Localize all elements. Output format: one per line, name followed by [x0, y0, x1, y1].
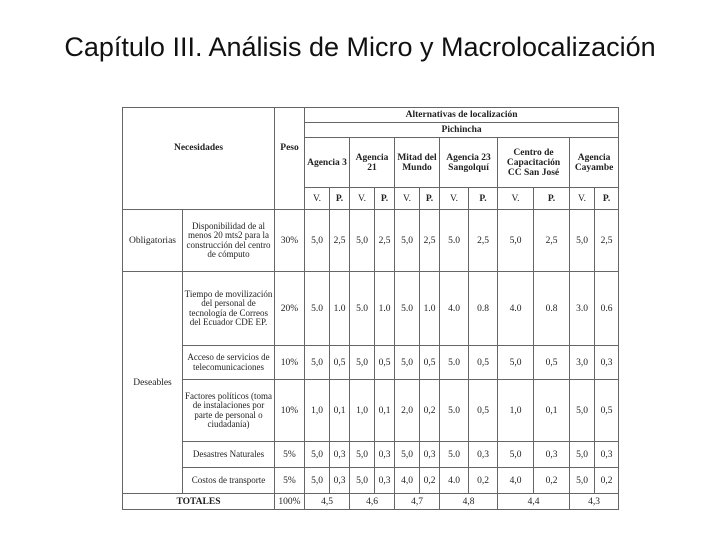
- header-blank: [123, 188, 275, 210]
- totals-row: [123, 494, 619, 510]
- value-cell: 5,0: [305, 468, 330, 494]
- sub-v: V.: [570, 188, 595, 210]
- table-row: [123, 380, 619, 442]
- header-provincia: Pichincha: [305, 123, 619, 138]
- table-row: [123, 210, 619, 272]
- value-cell: 0,3: [420, 442, 440, 468]
- value-cell: 5,0: [395, 346, 420, 380]
- value-cell: 0,2: [595, 468, 619, 494]
- sub-p: P.: [534, 188, 570, 210]
- value-cell: 0,5: [595, 380, 619, 442]
- value-cell: 2,5: [420, 210, 440, 272]
- value-cell: 2,0: [395, 380, 420, 442]
- value-cell: 5,0: [570, 210, 595, 272]
- value-cell: 1.0: [330, 272, 350, 346]
- alt-header: Agencia 3: [305, 138, 350, 188]
- value-cell: 5.0: [395, 272, 420, 346]
- value-cell: 5,0: [570, 380, 595, 442]
- value-cell: 4,0: [498, 468, 534, 494]
- value-cell: 5,0: [570, 442, 595, 468]
- value-cell: 0,1: [375, 380, 395, 442]
- value-cell: 5,0: [498, 346, 534, 380]
- total-cell: 4,5: [305, 494, 350, 510]
- value-cell: 1.0: [420, 272, 440, 346]
- sub-v: V.: [498, 188, 534, 210]
- value-cell: 0,5: [469, 346, 498, 380]
- value-cell: 1,0: [305, 380, 330, 442]
- necesidad-cell: Acceso de servicios de telecomunicaciones: [183, 346, 275, 380]
- value-cell: 4.0: [498, 272, 534, 346]
- value-cell: 0,5: [420, 346, 440, 380]
- peso-cell: 5%: [275, 442, 305, 468]
- value-cell: 0,3: [375, 468, 395, 494]
- slide-title: Capítulo III. Análisis de Micro y Macrolocalización: [64, 32, 656, 62]
- sub-p: P.: [375, 188, 395, 210]
- value-cell: 0,1: [534, 380, 570, 442]
- value-cell: 0,3: [595, 346, 619, 380]
- value-cell: 5,0: [395, 442, 420, 468]
- value-cell: 5,0: [305, 442, 330, 468]
- value-cell: 0,3: [330, 468, 350, 494]
- header-row-1: [123, 108, 619, 123]
- peso-cell: 20%: [275, 272, 305, 346]
- value-cell: 5.0: [440, 346, 469, 380]
- value-cell: 5,0: [305, 346, 330, 380]
- sub-v: V.: [305, 188, 330, 210]
- value-cell: 5.0: [440, 442, 469, 468]
- table-row: [123, 442, 619, 468]
- value-cell: 3.0: [570, 272, 595, 346]
- header-blank: [275, 188, 305, 210]
- total-cell: 4,3: [570, 494, 619, 510]
- table-row: [123, 272, 619, 346]
- peso-cell: 10%: [275, 346, 305, 380]
- value-cell: 5,0: [395, 210, 420, 272]
- alt-header: Centro de Capacitación CC San José: [498, 138, 570, 188]
- sub-p: P.: [595, 188, 619, 210]
- value-cell: 0,1: [330, 380, 350, 442]
- total-cell: 4,4: [498, 494, 570, 510]
- alt-header: Mitad del Mundo: [395, 138, 440, 188]
- totals-peso: 100%: [275, 494, 305, 510]
- alt-header: Agencia 21: [350, 138, 395, 188]
- value-cell: 5.0: [440, 210, 469, 272]
- value-cell: 0,2: [534, 468, 570, 494]
- value-cell: 0,3: [534, 442, 570, 468]
- necesidad-cell: Costos de transporte: [183, 468, 275, 494]
- value-cell: 0,3: [375, 442, 395, 468]
- value-cell: 1,0: [498, 380, 534, 442]
- value-cell: 5.0: [440, 380, 469, 442]
- value-cell: 0,5: [375, 346, 395, 380]
- value-cell: 4.0: [440, 468, 469, 494]
- necesidad-cell: Desastres Naturales: [183, 442, 275, 468]
- value-cell: 0.8: [534, 272, 570, 346]
- value-cell: 0,2: [469, 468, 498, 494]
- value-cell: 2,5: [469, 210, 498, 272]
- value-cell: 0,2: [420, 380, 440, 442]
- value-cell: 0,3: [330, 442, 350, 468]
- necesidad-cell: Tiempo de movilización del personal de tecnología de Correos del Ecuador CDE EP.: [183, 272, 275, 346]
- value-cell: 5,0: [350, 468, 375, 494]
- totals-label: TOTALES: [123, 494, 275, 510]
- total-cell: 4,7: [395, 494, 440, 510]
- alt-header: Agencia 23 Sangolquí: [440, 138, 498, 188]
- value-cell: 2,5: [534, 210, 570, 272]
- value-cell: 3,0: [570, 346, 595, 380]
- header-necesidades: Necesidades: [123, 108, 275, 188]
- sub-v: V.: [440, 188, 469, 210]
- sub-p: P.: [330, 188, 350, 210]
- header-peso: Peso: [275, 108, 305, 188]
- sub-p: P.: [420, 188, 440, 210]
- value-cell: 4,0: [395, 468, 420, 494]
- value-cell: 0,5: [469, 380, 498, 442]
- value-cell: 1,0: [350, 380, 375, 442]
- value-cell: 0.8: [469, 272, 498, 346]
- value-cell: 5,0: [350, 346, 375, 380]
- table-row: [123, 468, 619, 494]
- value-cell: 0.6: [595, 272, 619, 346]
- value-cell: 0,3: [595, 442, 619, 468]
- value-cell: 2,5: [595, 210, 619, 272]
- value-cell: 1.0: [375, 272, 395, 346]
- value-cell: 0,5: [330, 346, 350, 380]
- localization-matrix-table: [122, 107, 619, 510]
- peso-cell: 5%: [275, 468, 305, 494]
- sub-p: P.: [469, 188, 498, 210]
- group-label: Obligatorias: [123, 210, 183, 272]
- value-cell: 5.0: [305, 272, 330, 346]
- group-label: Deseables: [123, 272, 183, 494]
- total-cell: 4,6: [350, 494, 395, 510]
- table-row: [123, 346, 619, 380]
- peso-cell: 10%: [275, 380, 305, 442]
- value-cell: 5,0: [350, 442, 375, 468]
- value-cell: 0,5: [534, 346, 570, 380]
- header-row-4: [123, 188, 619, 210]
- necesidad-cell: Disponibilidad de al menos 20 mts2 para la construcción del centro de cómputo: [183, 210, 275, 272]
- sub-v: V.: [395, 188, 420, 210]
- sub-v: V.: [350, 188, 375, 210]
- peso-cell: 30%: [275, 210, 305, 272]
- value-cell: 5,0: [498, 442, 534, 468]
- value-cell: 2,5: [375, 210, 395, 272]
- total-cell: 4,8: [440, 494, 498, 510]
- value-cell: 5.0: [350, 272, 375, 346]
- value-cell: 5,0: [305, 210, 330, 272]
- value-cell: 0,2: [420, 468, 440, 494]
- value-cell: 4.0: [440, 272, 469, 346]
- alt-header: Agencia Cayambe: [570, 138, 619, 188]
- value-cell: 2,5: [330, 210, 350, 272]
- header-alternativas: Alternativas de localización: [305, 108, 619, 123]
- localization-table-container: [122, 107, 618, 510]
- necesidad-cell: Factores políticos (toma de instalaciones por parte de personal o ciudadanía): [183, 380, 275, 442]
- value-cell: 0,3: [469, 442, 498, 468]
- value-cell: 5,0: [350, 210, 375, 272]
- value-cell: 5,0: [570, 468, 595, 494]
- value-cell: 5,0: [498, 210, 534, 272]
